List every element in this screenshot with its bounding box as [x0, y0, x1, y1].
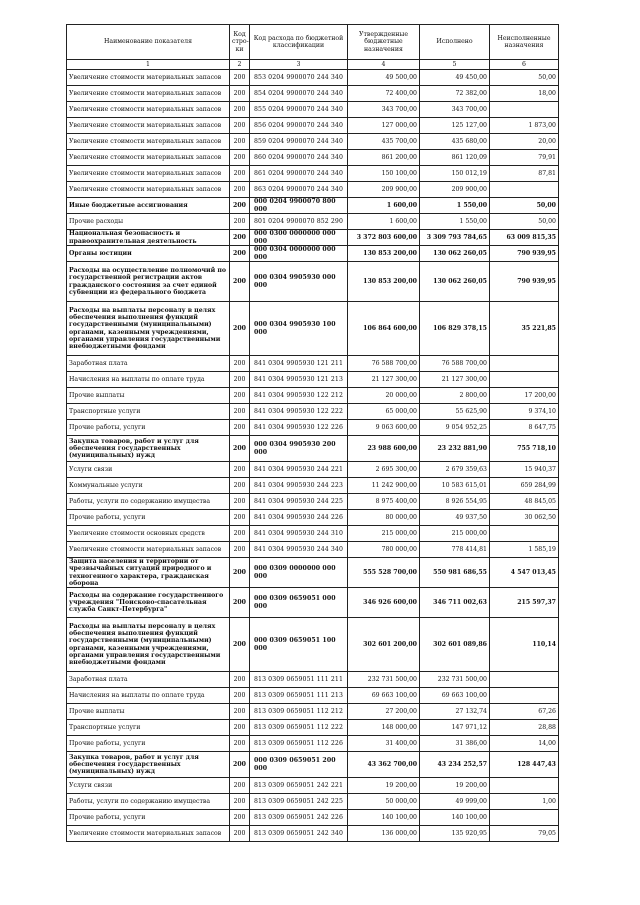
row-name: Увеличение стоимости материальных запасов: [67, 102, 230, 118]
row-line-code: 200: [230, 588, 250, 618]
row-executed: 49 450,00: [420, 70, 490, 86]
row-executed: 3 309 793 784,65: [420, 230, 490, 246]
row-approved: 148 000,00: [348, 720, 420, 736]
row-line-code: 200: [230, 230, 250, 246]
row-executed: 232 731 500,00: [420, 672, 490, 688]
row-executed: 10 583 615,01: [420, 478, 490, 494]
row-expense-code: 000 0304 9905930 100 000: [250, 302, 348, 356]
row-expense-code: 841 0304 9905930 121 211: [250, 356, 348, 372]
row-name: Расходы на выплаты персоналу в целях обеспечения выполнения функций государственными (муниципальными) органами, казенными учреждениями, органами управления государственными внебюджетными фондами: [67, 302, 230, 356]
row-approved: 215 000,00: [348, 526, 420, 542]
row-executed: 31 386,00: [420, 736, 490, 752]
table-row: [67, 134, 559, 150]
row-approved: 136 000,00: [348, 826, 420, 842]
row-expense-code: 861 0204 9900070 244 340: [250, 166, 348, 182]
table-row: [67, 70, 559, 86]
header-approved: Утвержденные бюджетные назначения: [348, 25, 420, 60]
row-name: Национальная безопасность и правоохранительная деятельность: [67, 230, 230, 246]
row-approved: 23 988 600,00: [348, 436, 420, 462]
row-executed: 130 062 260,05: [420, 262, 490, 302]
row-name: Прочие выплаты: [67, 704, 230, 720]
row-line-code: 200: [230, 558, 250, 588]
row-line-code: 200: [230, 810, 250, 826]
row-executed: 209 900,00: [420, 182, 490, 198]
row-line-code: 200: [230, 182, 250, 198]
row-name: Иные бюджетные ассигнования: [67, 198, 230, 214]
row-approved: 435 700,00: [348, 134, 420, 150]
row-line-code: 200: [230, 166, 250, 182]
row-line-code: 200: [230, 688, 250, 704]
table-row: [67, 618, 559, 672]
row-executed: 140 100,00: [420, 810, 490, 826]
table-row: [67, 182, 559, 198]
row-executed: 9 054 952,25: [420, 420, 490, 436]
row-expense-code: 859 0204 9900070 244 340: [250, 134, 348, 150]
row-name: Расходы на осуществление полномочий по государственной регистрации актов гражданского состояния за счет единой субвенции из федерального бюджета: [67, 262, 230, 302]
row-line-code: 200: [230, 794, 250, 810]
row-name: Начисления на выплаты по оплате труда: [67, 372, 230, 388]
row-name: Увеличение стоимости материальных запасов: [67, 118, 230, 134]
row-line-code: 200: [230, 720, 250, 736]
row-unexecuted: 1,00: [490, 794, 559, 810]
row-unexecuted: [490, 526, 559, 542]
row-approved: 302 601 200,00: [348, 618, 420, 672]
row-name: Работы, услуги по содержанию имущества: [67, 794, 230, 810]
row-line-code: 200: [230, 510, 250, 526]
row-executed: 23 232 881,90: [420, 436, 490, 462]
row-approved: 140 100,00: [348, 810, 420, 826]
row-expense-code: 841 0304 9905930 121 213: [250, 372, 348, 388]
row-unexecuted: 50,00: [490, 214, 559, 230]
row-name: Услуги связи: [67, 778, 230, 794]
table-row: [67, 246, 559, 262]
row-line-code: 200: [230, 150, 250, 166]
header-name: Наименование показателя: [67, 25, 230, 60]
row-name: Увеличение стоимости основных средств: [67, 526, 230, 542]
row-executed: 27 132,74: [420, 704, 490, 720]
table-row: [67, 826, 559, 842]
row-name: Увеличение стоимости материальных запасов: [67, 86, 230, 102]
row-name: Услуги связи: [67, 462, 230, 478]
row-line-code: 200: [230, 356, 250, 372]
row-expense-code: 841 0304 9905930 244 310: [250, 526, 348, 542]
row-approved: 1 600,00: [348, 198, 420, 214]
table-row: [67, 736, 559, 752]
row-expense-code: 856 0204 9900070 244 340: [250, 118, 348, 134]
row-executed: 49 999,00: [420, 794, 490, 810]
row-name: Увеличение стоимости материальных запасов: [67, 134, 230, 150]
row-expense-code: 860 0204 9900070 244 340: [250, 150, 348, 166]
table-row: [67, 558, 559, 588]
row-name: Прочие расходы: [67, 214, 230, 230]
row-executed: 21 127 300,00: [420, 372, 490, 388]
row-unexecuted: 30 062,50: [490, 510, 559, 526]
table-row: [67, 302, 559, 356]
row-approved: 49 500,00: [348, 70, 420, 86]
row-unexecuted: 8 647,75: [490, 420, 559, 436]
table-row: [67, 436, 559, 462]
row-executed: 2 800,00: [420, 388, 490, 404]
column-number: 4: [348, 60, 420, 70]
row-approved: 780 000,00: [348, 542, 420, 558]
row-executed: 49 937,50: [420, 510, 490, 526]
row-line-code: 200: [230, 134, 250, 150]
row-line-code: 200: [230, 420, 250, 436]
row-name: Коммунальные услуги: [67, 478, 230, 494]
table-body: [67, 70, 559, 842]
row-approved: 27 200,00: [348, 704, 420, 720]
row-expense-code: 863 0204 9900070 244 340: [250, 182, 348, 198]
row-unexecuted: [490, 672, 559, 688]
row-expense-code: 000 0300 0000000 000 000: [250, 230, 348, 246]
table-row: [67, 166, 559, 182]
table-row: [67, 794, 559, 810]
table-row: [67, 704, 559, 720]
row-unexecuted: 17 200,00: [490, 388, 559, 404]
column-number: 3: [250, 60, 348, 70]
row-unexecuted: [490, 182, 559, 198]
row-executed: 778 414,81: [420, 542, 490, 558]
row-expense-code: 854 0204 9900070 244 340: [250, 86, 348, 102]
row-unexecuted: 48 845,05: [490, 494, 559, 510]
row-unexecuted: 87,81: [490, 166, 559, 182]
row-line-code: 200: [230, 388, 250, 404]
row-name: Увеличение стоимости материальных запасов: [67, 150, 230, 166]
row-approved: 127 000,00: [348, 118, 420, 134]
row-expense-code: 801 0204 9900070 852 290: [250, 214, 348, 230]
table-row: [67, 102, 559, 118]
row-approved: 19 200,00: [348, 778, 420, 794]
row-name: Прочие работы, услуги: [67, 736, 230, 752]
expenditure-table: [66, 24, 559, 842]
row-expense-code: 841 0304 9905930 122 222: [250, 404, 348, 420]
row-line-code: 200: [230, 618, 250, 672]
row-approved: 150 100,00: [348, 166, 420, 182]
column-number: 2: [230, 60, 250, 70]
row-line-code: 200: [230, 70, 250, 86]
table-row: [67, 420, 559, 436]
row-expense-code: 853 0204 9900070 244 340: [250, 70, 348, 86]
row-name: Увеличение стоимости материальных запасов: [67, 826, 230, 842]
row-name: Прочие работы, услуги: [67, 510, 230, 526]
row-unexecuted: 20,00: [490, 134, 559, 150]
row-unexecuted: 79,05: [490, 826, 559, 842]
row-unexecuted: 67,26: [490, 704, 559, 720]
row-expense-code: 841 0304 9905930 244 340: [250, 542, 348, 558]
row-unexecuted: 755 718,10: [490, 436, 559, 462]
row-executed: 435 680,00: [420, 134, 490, 150]
table-row: [67, 778, 559, 794]
row-executed: 2 679 359,63: [420, 462, 490, 478]
row-line-code: 200: [230, 494, 250, 510]
column-number-row: [67, 60, 559, 70]
row-line-code: 200: [230, 778, 250, 794]
header-row: [67, 25, 559, 60]
row-approved: 346 926 600,00: [348, 588, 420, 618]
row-name: Закупка товаров, работ и услуг для обеспечения государственных (муниципальных) нужд: [67, 436, 230, 462]
row-unexecuted: [490, 688, 559, 704]
row-approved: 31 400,00: [348, 736, 420, 752]
row-executed: 43 234 252,57: [420, 752, 490, 778]
table-row: [67, 214, 559, 230]
header-line-code: Код стро-ки: [230, 25, 250, 60]
table-row: [67, 118, 559, 134]
row-expense-code: 841 0304 9905930 244 223: [250, 478, 348, 494]
row-name: Органы юстиции: [67, 246, 230, 262]
row-executed: 72 382,00: [420, 86, 490, 102]
row-expense-code: 813 0309 0659051 112 226: [250, 736, 348, 752]
row-unexecuted: 79,91: [490, 150, 559, 166]
row-expense-code: 841 0304 9905930 244 225: [250, 494, 348, 510]
row-executed: 55 625,90: [420, 404, 490, 420]
row-expense-code: 000 0309 0659051 200 000: [250, 752, 348, 778]
row-expense-code: 813 0309 0659051 112 222: [250, 720, 348, 736]
row-approved: 130 853 200,00: [348, 262, 420, 302]
row-line-code: 200: [230, 478, 250, 494]
table-row: [67, 526, 559, 542]
row-line-code: 200: [230, 262, 250, 302]
row-name: Прочие выплаты: [67, 388, 230, 404]
row-approved: 80 000,00: [348, 510, 420, 526]
header-executed: Исполнено: [420, 25, 490, 60]
column-number: 1: [67, 60, 230, 70]
table-row: [67, 372, 559, 388]
row-executed: 125 127,00: [420, 118, 490, 134]
row-name: Увеличение стоимости материальных запасов: [67, 542, 230, 558]
table-row: [67, 262, 559, 302]
row-executed: 302 601 089,86: [420, 618, 490, 672]
row-approved: 3 372 803 600,00: [348, 230, 420, 246]
table-row: [67, 688, 559, 704]
row-line-code: 200: [230, 542, 250, 558]
report-sheet: [66, 24, 558, 842]
row-executed: 343 700,00: [420, 102, 490, 118]
row-name: Защита населения и территории от чрезвычайных ситуаций природного и техногенного характера, гражданская оборона: [67, 558, 230, 588]
row-unexecuted: 14,00: [490, 736, 559, 752]
row-executed: 147 971,12: [420, 720, 490, 736]
row-expense-code: 813 0309 0659051 112 212: [250, 704, 348, 720]
table-row: [67, 404, 559, 420]
row-unexecuted: 128 447,43: [490, 752, 559, 778]
row-executed: 861 120,09: [420, 150, 490, 166]
row-unexecuted: 50,00: [490, 70, 559, 86]
row-name: Увеличение стоимости материальных запасов: [67, 70, 230, 86]
row-unexecuted: 1 585,19: [490, 542, 559, 558]
row-expense-code: 000 0204 9900070 800 000: [250, 198, 348, 214]
row-name: Работы, услуги по содержанию имущества: [67, 494, 230, 510]
row-expense-code: 813 0309 0659051 242 221: [250, 778, 348, 794]
column-number: 6: [490, 60, 559, 70]
table-row: [67, 198, 559, 214]
row-line-code: 200: [230, 672, 250, 688]
row-unexecuted: 790 939,95: [490, 246, 559, 262]
row-line-code: 200: [230, 704, 250, 720]
row-name: Начисления на выплаты по оплате труда: [67, 688, 230, 704]
row-line-code: 200: [230, 86, 250, 102]
row-approved: 861 200,00: [348, 150, 420, 166]
row-unexecuted: [490, 102, 559, 118]
row-unexecuted: 659 284,99: [490, 478, 559, 494]
row-executed: 8 926 554,95: [420, 494, 490, 510]
row-unexecuted: [490, 810, 559, 826]
row-line-code: 200: [230, 736, 250, 752]
row-executed: 150 012,19: [420, 166, 490, 182]
row-line-code: 200: [230, 826, 250, 842]
row-unexecuted: 15 940,37: [490, 462, 559, 478]
row-expense-code: 813 0309 0659051 242 226: [250, 810, 348, 826]
row-approved: 130 853 200,00: [348, 246, 420, 262]
row-approved: 72 400,00: [348, 86, 420, 102]
header-expense-code: Код расхода по бюджетной классификации: [250, 25, 348, 60]
row-expense-code: 000 0309 0659051 000 000: [250, 588, 348, 618]
row-executed: 76 588 700,00: [420, 356, 490, 372]
row-line-code: 200: [230, 372, 250, 388]
header-unexecuted: Неисполненные назначения: [490, 25, 559, 60]
row-unexecuted: [490, 356, 559, 372]
row-line-code: 200: [230, 404, 250, 420]
row-approved: 209 900,00: [348, 182, 420, 198]
row-approved: 20 000,00: [348, 388, 420, 404]
row-line-code: 200: [230, 214, 250, 230]
row-executed: 130 062 260,05: [420, 246, 490, 262]
row-expense-code: 813 0309 0659051 111 213: [250, 688, 348, 704]
table-row: [67, 462, 559, 478]
row-expense-code: 841 0304 9905930 122 226: [250, 420, 348, 436]
table-row: [67, 752, 559, 778]
row-unexecuted: 28,88: [490, 720, 559, 736]
row-unexecuted: 50,00: [490, 198, 559, 214]
table-row: [67, 720, 559, 736]
row-executed: 215 000,00: [420, 526, 490, 542]
row-approved: 9 063 600,00: [348, 420, 420, 436]
row-unexecuted: 790 939,95: [490, 262, 559, 302]
row-expense-code: 000 0309 0000000 000 000: [250, 558, 348, 588]
table-row: [67, 150, 559, 166]
row-expense-code: 813 0309 0659051 111 211: [250, 672, 348, 688]
row-unexecuted: 215 597,37: [490, 588, 559, 618]
row-name: Закупка товаров, работ и услуг для обеспечения государственных (муниципальных) нужд: [67, 752, 230, 778]
row-name: Заработная плата: [67, 672, 230, 688]
row-name: Транспортные услуги: [67, 404, 230, 420]
row-expense-code: 000 0309 0659051 100 000: [250, 618, 348, 672]
table-row: [67, 356, 559, 372]
row-executed: 550 981 686,55: [420, 558, 490, 588]
row-expense-code: 813 0309 0659051 242 340: [250, 826, 348, 842]
column-number: 5: [420, 60, 490, 70]
row-line-code: 200: [230, 246, 250, 262]
row-line-code: 200: [230, 462, 250, 478]
row-approved: 11 242 900,00: [348, 478, 420, 494]
row-approved: 21 127 300,00: [348, 372, 420, 388]
row-unexecuted: 63 009 815,35: [490, 230, 559, 246]
row-unexecuted: 110,14: [490, 618, 559, 672]
row-line-code: 200: [230, 198, 250, 214]
row-line-code: 200: [230, 302, 250, 356]
row-line-code: 200: [230, 526, 250, 542]
row-expense-code: 841 0304 9905930 244 221: [250, 462, 348, 478]
row-approved: 8 975 400,00: [348, 494, 420, 510]
table-row: [67, 478, 559, 494]
row-approved: 65 000,00: [348, 404, 420, 420]
row-unexecuted: 35 221,85: [490, 302, 559, 356]
table-row: [67, 388, 559, 404]
row-unexecuted: 9 374,10: [490, 404, 559, 420]
row-expense-code: 813 0309 0659051 242 225: [250, 794, 348, 810]
table-row: [67, 86, 559, 102]
row-name: Расходы на выплаты персоналу в целях обеспечения выполнения функций государственными (муниципальными) органами, казенными учреждениями, органами управления государственными внебюджетными фондами: [67, 618, 230, 672]
table-row: [67, 542, 559, 558]
row-unexecuted: 1 873,00: [490, 118, 559, 134]
row-approved: 555 528 700,00: [348, 558, 420, 588]
row-expense-code: 000 0304 9905930 200 000: [250, 436, 348, 462]
row-expense-code: 000 0304 0000000 000 000: [250, 246, 348, 262]
row-executed: 346 711 002,63: [420, 588, 490, 618]
row-expense-code: 841 0304 9905930 244 226: [250, 510, 348, 526]
row-name: Транспортные услуги: [67, 720, 230, 736]
row-approved: 43 362 700,00: [348, 752, 420, 778]
table-row: [67, 810, 559, 826]
row-line-code: 200: [230, 118, 250, 134]
table-row: [67, 510, 559, 526]
row-unexecuted: [490, 778, 559, 794]
row-line-code: 200: [230, 752, 250, 778]
row-executed: 1 550,00: [420, 198, 490, 214]
row-unexecuted: [490, 372, 559, 388]
row-approved: 50 000,00: [348, 794, 420, 810]
row-expense-code: 855 0204 9900070 244 340: [250, 102, 348, 118]
row-unexecuted: 4 547 013,45: [490, 558, 559, 588]
row-executed: 106 829 378,15: [420, 302, 490, 356]
row-line-code: 200: [230, 436, 250, 462]
row-approved: 69 663 100,00: [348, 688, 420, 704]
table-row: [67, 672, 559, 688]
row-approved: 343 700,00: [348, 102, 420, 118]
row-name: Увеличение стоимости материальных запасов: [67, 182, 230, 198]
row-executed: 1 550,00: [420, 214, 490, 230]
row-line-code: 200: [230, 102, 250, 118]
row-approved: 76 588 700,00: [348, 356, 420, 372]
row-approved: 2 695 300,00: [348, 462, 420, 478]
row-unexecuted: 18,00: [490, 86, 559, 102]
row-expense-code: 841 0304 9905930 122 212: [250, 388, 348, 404]
row-approved: 106 864 600,00: [348, 302, 420, 356]
row-executed: 19 200,00: [420, 778, 490, 794]
row-expense-code: 000 0304 9905930 000 000: [250, 262, 348, 302]
table-row: [67, 230, 559, 246]
row-name: Увеличение стоимости материальных запасов: [67, 166, 230, 182]
table-row: [67, 494, 559, 510]
row-name: Заработная плата: [67, 356, 230, 372]
row-executed: 69 663 100,00: [420, 688, 490, 704]
row-name: Прочие работы, услуги: [67, 420, 230, 436]
row-name: Прочие работы, услуги: [67, 810, 230, 826]
row-name: Расходы на содержание государственного учреждения "Поисково-спасательная служба Санкт-Петербурга": [67, 588, 230, 618]
row-approved: 1 600,00: [348, 214, 420, 230]
row-executed: 135 920,95: [420, 826, 490, 842]
row-approved: 232 731 500,00: [348, 672, 420, 688]
table-row: [67, 588, 559, 618]
